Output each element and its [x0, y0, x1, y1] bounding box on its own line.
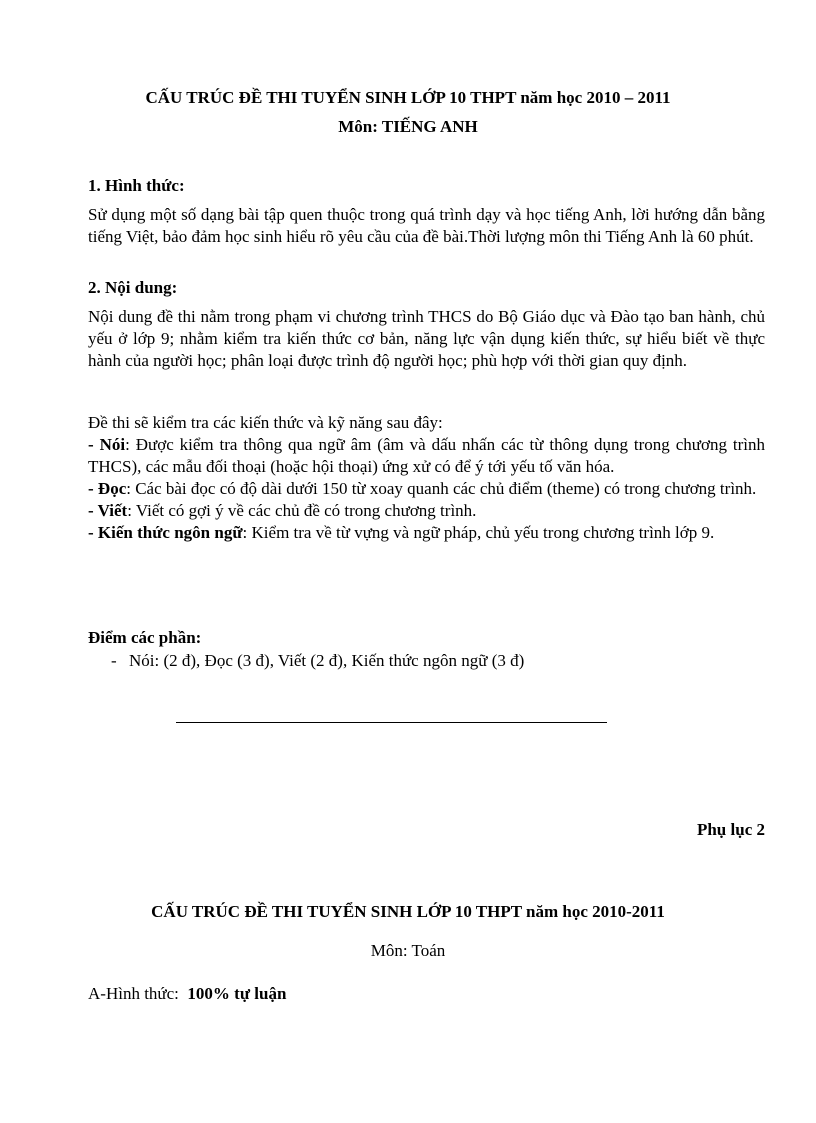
doc2-subject: Môn: Toán [370, 941, 446, 960]
section2-text: Nội dung đề thi nằm trong phạm vi chương trình THCS do Bộ Giáo dục và Đào tạo ban hành, chủ yếu ở lớp 9; nhằm kiểm tra kiến thức cơ bản, năng lực vận dụng kiến thức, sự hiểu biết về thực hành của người học; phân loại được trình độ người học; phù hợp với thời gian quy định. [88, 307, 765, 370]
section2-heading: 2. Nội dung: [88, 278, 178, 297]
skill-item [88, 478, 765, 500]
skill-label: - Kiến thức ngôn ngữ [88, 523, 243, 542]
doc2-form-line [88, 983, 765, 1005]
section1-text: Sử dụng một số dạng bài tập quen thuộc trong quá trình dạy và học tiếng Anh, lời hướng dẫn bằng tiếng Việt, bảo đảm học sinh hiểu rõ yêu cầu của đề bài.Thời lượng môn thi Tiếng Anh là 60 phút. [88, 205, 765, 246]
form-value: 100% tự luận [187, 984, 287, 1003]
form-label: A-Hình thức: [88, 984, 179, 1003]
scores-text: Nói: (2 đ), Đọc (3 đ), Viết (2 đ), Kiến thức ngôn ngữ (3 đ) [129, 651, 525, 670]
bullet-dash: - [111, 651, 117, 670]
skills-list [88, 412, 765, 544]
skill-text: : Các bài đọc có độ dài dưới 150 từ xoay quanh các chủ điểm (theme) có trong chương trình. [126, 479, 757, 498]
horizontal-rule [176, 722, 607, 723]
doc1-title: CẤU TRÚC ĐỀ THI TUYỂN SINH LỚP 10 THPT năm học 2010 – 2011 [145, 88, 671, 107]
skill-text: : Viết có gợi ý về các chủ đề có trong chương trình. [127, 501, 477, 520]
section1-heading: 1. Hình thức: [88, 176, 185, 195]
scores-heading: Điểm các phần: [88, 628, 202, 647]
appendix-label: Phụ lục 2 [696, 820, 765, 839]
skills-intro: Đề thi sẽ kiểm tra các kiến thức và kỹ năng sau đây: [88, 413, 443, 432]
skill-item [88, 522, 765, 544]
skill-label: - Đọc [88, 479, 127, 498]
skill-label: - Nói [88, 435, 126, 454]
scores-item [111, 650, 524, 672]
doc1-subject: Môn: TIẾNG ANH [338, 117, 478, 136]
skill-label: - Viết [88, 501, 128, 520]
skill-text: : Được kiểm tra thông qua ngữ âm (âm và dấu nhấn các từ thông dụng trong chương trình THCS), các mẫu đối thoại (hoặc hội thoại) ứng xử có để ý tới yếu tố văn hóa. [88, 435, 765, 476]
skill-item [88, 434, 765, 478]
skill-item [88, 500, 765, 522]
skill-text: : Kiểm tra về từ vựng và ngữ pháp, chủ yếu trong chương trình lớp 9. [242, 523, 715, 542]
doc2-title: CẤU TRÚC ĐỀ THI TUYỂN SINH LỚP 10 THPT năm học 2010-2011 [151, 902, 665, 921]
